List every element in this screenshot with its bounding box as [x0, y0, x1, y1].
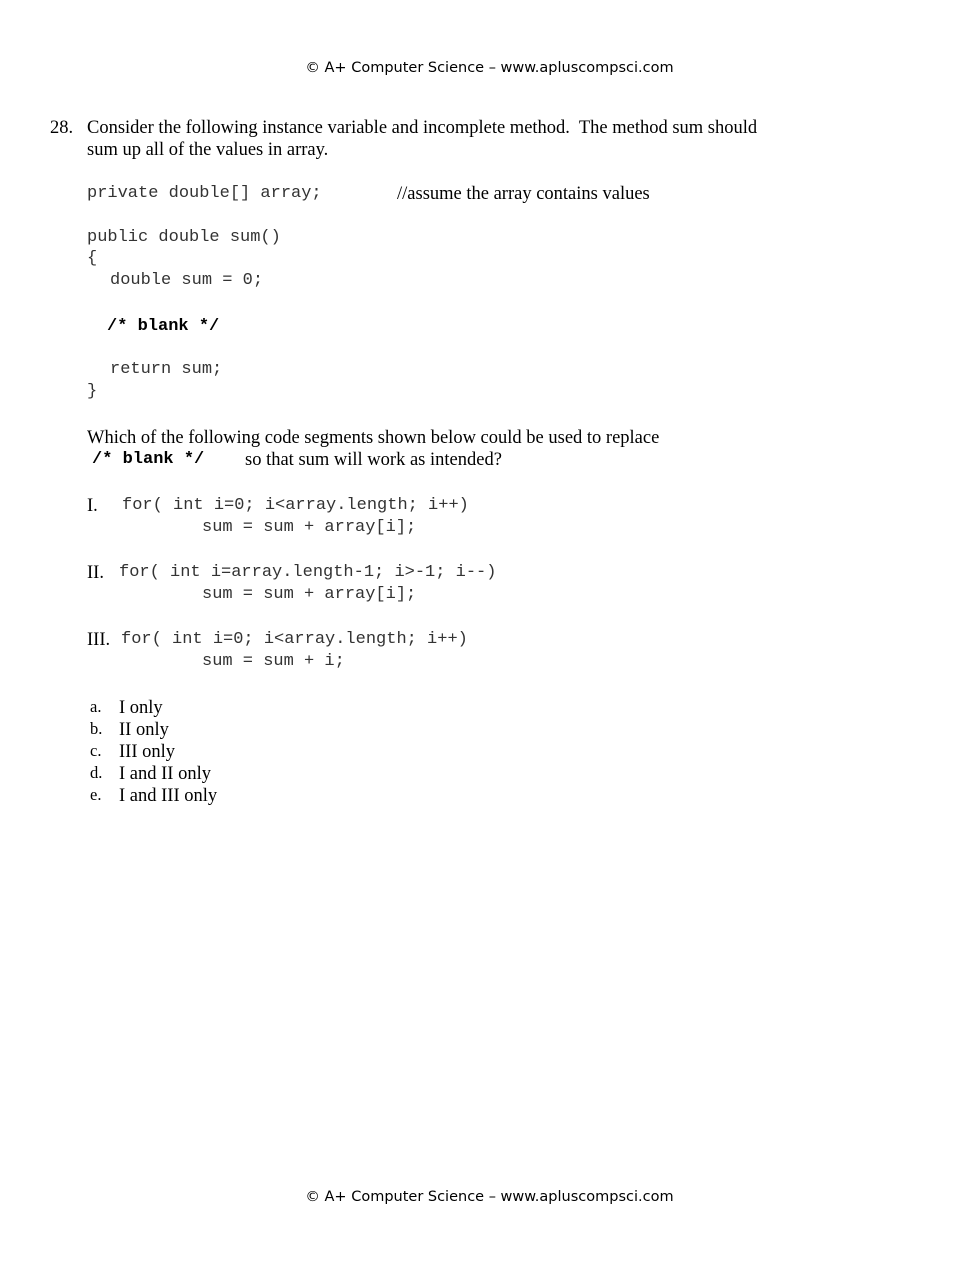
segment-i-line2: sum = sum + array[i]; — [202, 518, 417, 537]
choice-c-letter: c. — [90, 741, 102, 760]
choice-a-letter: a. — [90, 697, 102, 716]
choice-d-text: I and II only — [119, 764, 211, 784]
choice-e-text: I and III only — [119, 786, 218, 806]
code-close-brace: } — [87, 382, 98, 401]
choice-c-text: III only — [119, 742, 175, 762]
segment-iii-line2: sum = sum + i; — [202, 652, 345, 671]
segment-i-label: I. — [87, 496, 98, 516]
choice-a-text: I only — [119, 698, 163, 718]
page-footer: © A+ Computer Science – www.apluscompsci.com — [305, 1189, 674, 1205]
question-number: 28. — [50, 118, 74, 138]
code-field-decl: private double[] array; — [87, 184, 322, 203]
code-open-brace: { — [87, 249, 98, 268]
choice-d-letter: d. — [90, 763, 103, 782]
code-return-line: return sum; — [110, 360, 223, 379]
segment-ii-line2: sum = sum + array[i]; — [202, 585, 417, 604]
segment-ii-line1: for( int i=array.length-1; i>-1; i--) — [119, 563, 497, 582]
question-text-line2: sum up all of the values in array. — [87, 140, 329, 160]
page-header: © A+ Computer Science – www.apluscompsci.com — [305, 60, 674, 76]
choice-b-letter: b. — [90, 719, 103, 738]
segment-iii-label: III. — [87, 630, 111, 650]
code-init-line: double sum = 0; — [110, 271, 264, 290]
prompt-line2: so that sum will work as intended? — [245, 450, 502, 470]
choice-e-letter: e. — [90, 785, 102, 804]
code-method-signature: public double sum() — [87, 228, 281, 247]
prompt-blank: /* blank */ — [92, 450, 205, 469]
choice-b-text: II only — [119, 720, 169, 740]
segment-i-line1: for( int i=0; i<array.length; i++) — [122, 496, 469, 515]
code-field-comment: //assume the array contains values — [397, 184, 650, 204]
segment-ii-label: II. — [87, 563, 104, 583]
code-blank-placeholder: /* blank */ — [107, 317, 220, 336]
prompt-line1: Which of the following code segments shown below could be used to replace — [87, 428, 660, 448]
segment-iii-line1: for( int i=0; i<array.length; i++) — [121, 630, 468, 649]
question-text-line1: Consider the following instance variable and incomplete method. The method sum should — [87, 118, 758, 138]
